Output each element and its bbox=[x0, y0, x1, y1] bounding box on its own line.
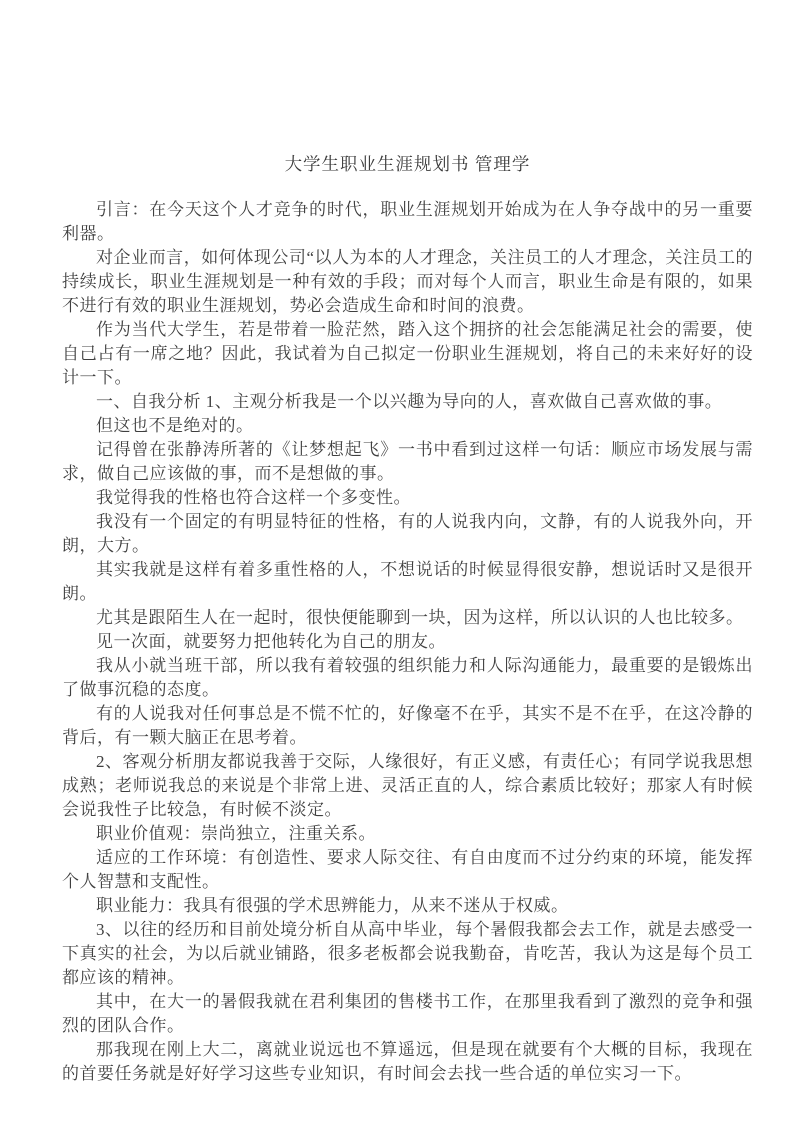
paragraph: 尤其是跟陌生人在一起时，很快便能聊到一块，因为这样，所以认识的人也比较多。 bbox=[96, 608, 744, 627]
paragraph: 职业能力：我具有很强的学术思辨能力，从来不迷从于权威。 bbox=[96, 896, 569, 915]
paragraph: 其实我就是这样有着多重性格的人，不想说话的时候显得很安静，想说话时又是很开朗。 bbox=[62, 560, 753, 603]
paragraph: 一、自我分析 1、主观分析我是一个以兴趣为导向的人，喜欢做自己喜欢做的事。 bbox=[96, 392, 723, 411]
paragraph: 我觉得我的性格也符合这样一个多变性。 bbox=[96, 488, 411, 507]
paragraph: 引言：在今天这个人才竞争的时代，职业生涯规划开始成为在人争夺战中的另一重要利器。 bbox=[62, 200, 753, 243]
paragraph: 职业价值观：崇尚独立，注重关系。 bbox=[96, 824, 376, 843]
paragraph: 其中，在大一的暑假我就在君利集团的售楼书工作，在那里我看到了激烈的竞争和强烈的团队合作。 bbox=[62, 992, 753, 1035]
paragraph: 那我现在刚上大二，离就业说远也不算遥远，但是现在就要有个大概的目标，我现在的首要任务就是好好学习这些专业知识，有时间会去找一些合适的单位实习一下。 bbox=[62, 1040, 753, 1083]
paragraph: 但这也不是绝对的。 bbox=[96, 416, 254, 435]
document-title: 大学生职业生涯规划书 管理学 bbox=[284, 154, 531, 174]
paragraph: 有的人说我对任何事总是不慌不忙的，好像毫不在乎，其实不是不在乎，在这冷静的背后，有一颗大脑正在思考着。 bbox=[62, 704, 753, 747]
paragraph: 见一次面，就要努力把他转化为自己的朋友。 bbox=[96, 632, 446, 651]
paragraph: 我从小就当班干部，所以我有着较强的组织能力和人际沟通能力，最重要的是锻炼出了做事沉稳的态度。 bbox=[62, 656, 753, 699]
paragraph: 2、客观分析朋友都说我善于交际，人缘很好，有正义感，有责任心；有同学说我思想成熟；老师说我总的来说是个非常上进、灵活正直的人，综合素质比较好；那家人有时候会说我性子比较急，有时候不淡定。 bbox=[62, 752, 753, 819]
paragraph: 我没有一个固定的有明显特征的性格，有的人说我内向，文静，有的人说我外向，开朗，大方。 bbox=[62, 512, 753, 555]
document-body bbox=[62, 198, 753, 1086]
paragraph: 记得曾在张静涛所著的《让梦想起飞》一书中看到过这样一句话：顺应市场发展与需求，做自己应该做的事，而不是想做的事。 bbox=[62, 440, 753, 483]
paragraph: 作为当代大学生，若是带着一脸茫然，踏入这个拥挤的社会怎能满足社会的需要，使自己占有一席之地？因此，我试着为自己拟定一份职业生涯规划，将自己的未来好好的设计一下。 bbox=[62, 320, 753, 387]
paragraph: 3、以往的经历和目前处境分析自从高中毕业，每个暑假我都会去工作，就是去感受一下真实的社会，为以后就业铺路，很多老板都会说我勤奋，肯吃苦，我认为这是每个员工都应该的精神。 bbox=[62, 920, 753, 987]
paragraph: 对企业而言，如何体现公司“以人为本的人才理念，关注员工的人才理念，关注员工的持续成长，职业生涯规划是一种有效的手段；而对每个人而言，职业生命是有限的，如果不进行有效的职业生涯规划，势必会造成生命和时间的浪费。 bbox=[62, 248, 753, 315]
paragraph: 适应的工作环境：有创造性、要求人际交往、有自由度而不过分约束的环境，能发挥个人智慧和支配性。 bbox=[62, 848, 753, 891]
